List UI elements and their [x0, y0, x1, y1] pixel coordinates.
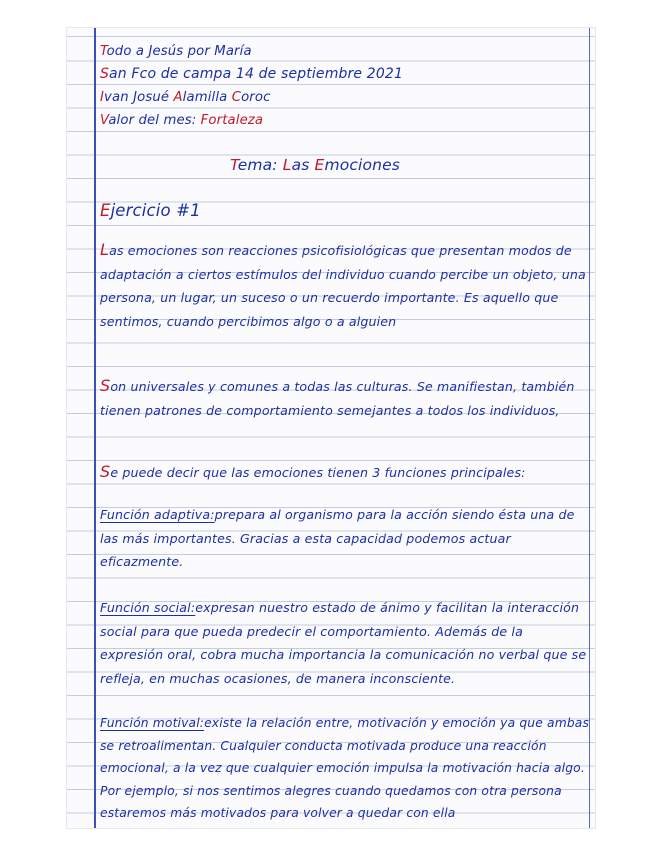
function-adaptive-label: Función adaptiva:: [100, 507, 215, 522]
page-right-edge: [589, 28, 590, 828]
header-name: Ivan Josué Alamilla Coroc: [100, 90, 271, 105]
paragraph-function-motival: [100, 712, 590, 825]
exercise-heading: Ejercicio #1: [100, 201, 201, 220]
function-social-label: Función social:: [100, 600, 196, 615]
paragraph-3: Se puede decir que las emociones tienen 3 funciones principales:: [100, 462, 526, 481]
paragraph-function-social: [100, 596, 590, 690]
function-social-text: expresan nuestro estado de ánimo y facilitan la interacción social para que pueda predecir el comportamiento. Además de la expresión oral, cobra mucha importancia la comunicación no verbal que se refleja, en muchas ocasiones, de manera inconsciente.: [100, 600, 587, 686]
notebook-page: [67, 28, 595, 828]
paragraph-function-adaptive: [100, 503, 590, 574]
header-value: Valor del mes: Fortaleza: [100, 113, 264, 128]
function-motival-label: Función motival:: [100, 716, 205, 730]
function-adaptive-text: prepara al organismo para la acción siendo ésta una de las más importantes. Gracias a esta capacidad podemos actuar eficazmente.: [100, 507, 575, 569]
topic-title: Tema: Las Emociones: [230, 156, 400, 174]
paragraph-1: Las emociones son reacciones psicofisiológicas que presentan modos de adaptación a ciertos estímulos del individuo cuando percibe un objeto, una persona, un lugar, un suceso o un recuerdo importante. Es aquello que sentimos, cuando percibimos algo o a alguien: [100, 240, 586, 329]
header-line-1-text: odo a Jesús por María: [106, 44, 252, 59]
header-date: San Fco de campa 14 de septiembre 2021: [100, 66, 404, 82]
function-motival-text: existe la relación entre, motivación y emoción ya que ambas se retroalimentan. Cualquier conducta motivada produce una reacción emocional, a la vez que cualquier emoción impulsa la motivación hacia algo. Por ejemplo, si nos sentimos alegres cuando quedamos con otra persona estaremos más motivados para volver a quedar con ella: [100, 716, 590, 820]
margin-line: [94, 28, 96, 828]
paragraph-2: Son universales y comunes a todas las culturas. Se manifiestan, también tienen patrones de comportamiento semejantes a todos los individuos,: [100, 376, 575, 418]
header-line-1: Todo a Jesús por María: [100, 44, 252, 59]
